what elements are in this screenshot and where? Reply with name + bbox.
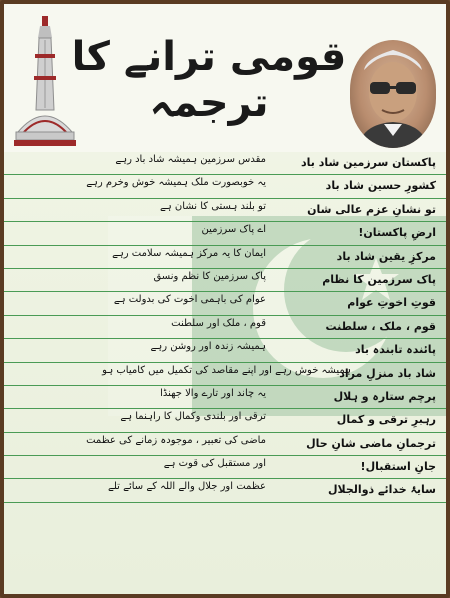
anthem-line: قوتِ اخوتِ عوام — [347, 296, 436, 310]
table-row — [4, 363, 446, 386]
table-row — [4, 316, 446, 339]
translation-text: یہ خوبصورت ملک ہمیشہ خوش وخرم رہے — [86, 177, 266, 189]
translation-text: اے پاک سرزمین — [201, 224, 266, 236]
table-row — [4, 175, 446, 198]
translation-text: ترقی اور بلندی وکمال کا راہنما ہے — [120, 411, 266, 423]
table-row — [4, 386, 446, 409]
translation-text: اور مستقبل کی قوت ہے — [163, 458, 266, 470]
anthem-line: ارضِ پاکستان! — [358, 226, 436, 240]
table-row — [4, 339, 446, 362]
translation-text: ماضی کی تعبیر ، موجودہ زمانے کی عظمت — [86, 434, 266, 446]
page-title: قومی ترانے کا ترجمہ — [71, 34, 347, 126]
anthem-translation-table — [4, 152, 446, 503]
anthem-line: سایۂ خدائے ذوالجلال — [327, 483, 436, 497]
translation-text: ہمیشہ زندہ اور روشن رہے — [150, 341, 266, 353]
poet-portrait — [350, 40, 436, 148]
table-row — [4, 433, 446, 456]
translation-text: ایمان کا یہ مرکز ہمیشہ سلامت رہے — [112, 247, 266, 259]
anthem-line: جانِ استقبال! — [360, 460, 436, 474]
anthem-line: پاک سرزمین کا نظام — [322, 272, 436, 286]
translation-text: یہ چاند اور تارے والا جھنڈا — [160, 387, 266, 399]
anthem-line: پائندہ تابندہ باد — [355, 343, 436, 357]
poster-header — [4, 4, 446, 152]
translation-text: عظمت اور جلال والے اللہ کے سائے تلے — [107, 481, 266, 493]
translation-text: پاک سرزمین کا نظم ونسق — [153, 270, 266, 282]
table-row — [4, 479, 446, 502]
table-row — [4, 292, 446, 315]
translation-text: قوم ، ملک اور سلطنت — [171, 317, 266, 329]
table-row — [4, 152, 446, 175]
translation-text: ہمیشہ خوش رہے اور اپنے مقاصد کی تکمیل میں کامیاب ہو — [102, 364, 351, 376]
table-row — [4, 456, 446, 479]
anthem-line: پاکستان سرزمین شاد باد — [300, 156, 436, 169]
anthem-line: پرچم ستارہ و ہلال — [333, 389, 436, 403]
translation-text: مقدس سرزمین ہمیشہ شاد باد رہے — [115, 154, 266, 165]
translation-text: تو بلند ہستی کا نشان ہے — [160, 200, 266, 212]
anthem-line: رہبرِ ترقی و کمال — [336, 413, 436, 427]
anthem-line: قوم ، ملک ، سلطنت — [325, 319, 436, 333]
table-row — [4, 222, 446, 245]
anthem-line: ترجمانِ ماضی شانِ حال — [306, 436, 436, 450]
table-row — [4, 269, 446, 292]
table-row — [4, 246, 446, 269]
table-row — [4, 199, 446, 222]
table-row — [4, 409, 446, 432]
anthem-line: تو نشانِ عزم عالی شان — [307, 202, 436, 216]
anthem-line: کشورِ حسین شاد باد — [325, 179, 436, 193]
anthem-line: مرکزِ یقین شاد باد — [336, 249, 436, 263]
translation-text: عوام کی باہمی اخوت کی بدولت ہے — [113, 294, 266, 306]
anthem-line: شاد باد منزلِ مراد — [339, 366, 436, 380]
